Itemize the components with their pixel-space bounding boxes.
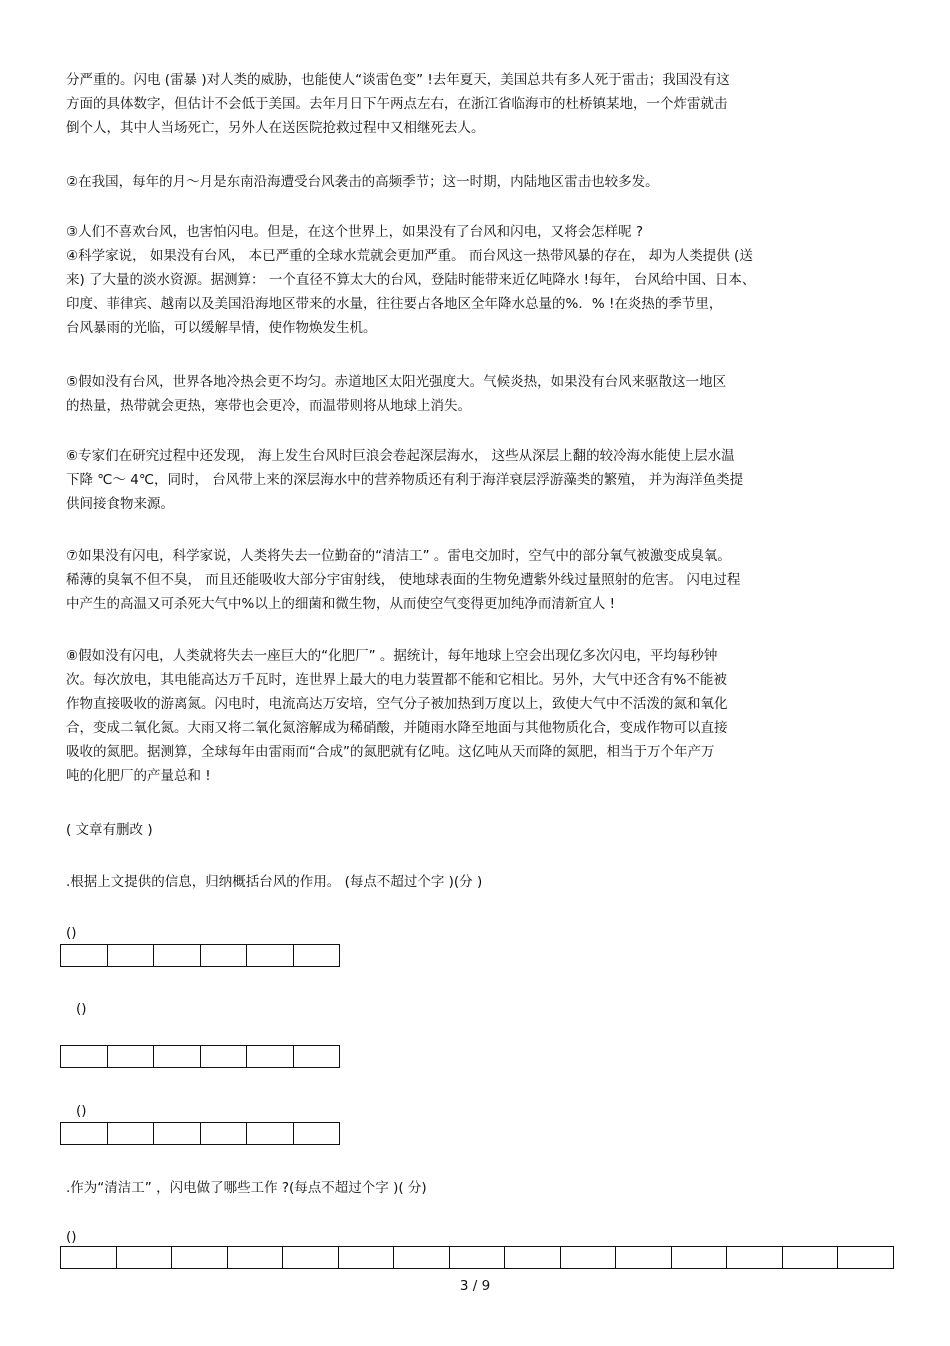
text-line: ③人们不喜欢台风，也害怕闪电。但是，在这个世界上，如果没有了台风和闪电，又将会怎样呢 ? <box>66 224 644 240</box>
answer-cell[interactable] <box>727 1246 783 1269</box>
answer-cell[interactable] <box>172 1246 228 1269</box>
edit-note: ( 文章有删改 ) <box>66 822 153 838</box>
answer-cell[interactable] <box>154 1122 201 1145</box>
text-line: 作物直接吸收的游离氮。闪电时，电流高达万安培，空气分子被加热到万度以上，致使大气中不活泼的氮和氧化 <box>66 696 728 712</box>
text-line: ②在我国，每年的月～月是东南沿海遭受台风袭击的高频季节；这一时期，内陆地区雷击也较多发。 <box>66 174 659 190</box>
answer-cell[interactable] <box>247 1045 294 1068</box>
answer-cell[interactable] <box>61 944 108 967</box>
text-line: 印度、菲律宾、越南以及美国沿海地区带来的水量，往往要占各地区全年降水总量的%．% !在炎热的季节里， <box>66 296 723 312</box>
text-line: 方面的具体数字，但估计不会低于美国。去年月日下午两点左右，在浙江省临海市的杜桥镇某地，一个炸雷就击 <box>66 96 728 112</box>
answer-cell[interactable] <box>616 1246 672 1269</box>
text-line: 来) 了大量的淡水资源。据测算： 一个直径不算太大的台风，登陆时能带来近亿吨降水 !每年， 台风给中国、日本、 <box>66 272 756 288</box>
answer-cell[interactable] <box>108 944 155 967</box>
answer-label: () <box>76 1103 87 1119</box>
answer-cell[interactable] <box>339 1246 395 1269</box>
answer-cell[interactable] <box>294 1122 341 1145</box>
text-line: 倒个人，其中人当场死亡，另外人在送医院抢救过程中又相继死去人。 <box>66 120 485 136</box>
answer-cell[interactable] <box>108 1045 155 1068</box>
answer-cell[interactable] <box>117 1246 173 1269</box>
answer-cell[interactable] <box>247 1122 294 1145</box>
answer-cell[interactable] <box>154 944 201 967</box>
paragraph-1 <box>66 68 896 140</box>
answer-cell[interactable] <box>201 1122 248 1145</box>
text-line: 分严重的。闪电 (雷暴 )对人类的威胁，也能使人“谈雷色变” !去年夏天，美国总共有多人死于雷击；我国没有这 <box>66 72 730 88</box>
paragraph-5 <box>66 370 896 418</box>
answer-cell[interactable] <box>394 1246 450 1269</box>
paragraph-2 <box>66 170 896 194</box>
answer-label: () <box>66 925 77 941</box>
paragraph-3 <box>66 220 896 340</box>
text-line: 次。每次放电，其电能高达万千瓦时，连世界上最大的电力装置都不能和它相比。另外，大气中还含有%不能被 <box>66 672 727 688</box>
answer-cell[interactable] <box>201 944 248 967</box>
answer-cell[interactable] <box>283 1246 339 1269</box>
text-line: ⑦如果没有闪电，科学家说，人类将失去一位勤奋的“清洁工” 。雷电交加时，空气中的部分氧气被激变成臭氧。 <box>66 548 731 564</box>
answer-cell[interactable] <box>108 1122 155 1145</box>
paragraph-8 <box>66 644 896 788</box>
text-line: 吸收的氮肥。据测算，全球每年由雷雨而“合成”的氮肥就有亿吨。这亿吨从天而降的氮肥，相当于万个年产万 <box>66 744 715 760</box>
answer-box-row-1[interactable] <box>60 944 340 967</box>
answer-cell[interactable] <box>505 1246 561 1269</box>
answer-cell[interactable] <box>783 1246 839 1269</box>
text-line: 合，变成二氧化氮。大雨又将二氧化氮溶解成为稀硝酸，并随雨水降至地面与其他物质化合，变成作物可以直接 <box>66 720 728 736</box>
answer-cell[interactable] <box>61 1045 108 1068</box>
answer-box-row-4[interactable] <box>60 1246 894 1269</box>
page-number: 3 / 9 <box>459 1278 491 1294</box>
text-line: 台风暴雨的光临，可以缓解旱情，使作物焕发生机。 <box>66 320 377 336</box>
text-line: ⑧假如没有闪电，人类就将失去一座巨大的“化肥厂” 。据统计，每年地球上空会出现亿多次闪电，平均每秒钟 <box>66 648 718 664</box>
answer-cell[interactable] <box>838 1246 894 1269</box>
text-line: 的热量，热带就会更热，寒带也会更冷，而温带则将从地球上消失。 <box>66 398 471 414</box>
text-line: 中产生的高温又可杀死大气中%以上的细菌和微生物，从而使空气变得更加纯净而清新宜人 ! <box>66 596 616 612</box>
answer-cell[interactable] <box>294 944 341 967</box>
answer-cell[interactable] <box>247 944 294 967</box>
answer-label: () <box>76 1001 87 1017</box>
answer-cell[interactable] <box>672 1246 728 1269</box>
text-line: ⑥专家们在研究过程中还发现， 海上发生台风时巨浪会卷起深层海水， 这些从深层上翻的较冷海水能使上层水温 <box>66 448 735 464</box>
answer-cell[interactable] <box>201 1045 248 1068</box>
answer-cell[interactable] <box>561 1246 617 1269</box>
answer-cell[interactable] <box>228 1246 284 1269</box>
answer-cell[interactable] <box>154 1045 201 1068</box>
text-line: ④科学家说， 如果没有台风， 本已严重的全球水荒就会更加严重。 而台风这一热带风暴的存在， 却为人类提供 (送 <box>66 248 753 264</box>
answer-box-row-3[interactable] <box>60 1122 340 1145</box>
answer-label: () <box>66 1229 77 1245</box>
answer-cell[interactable] <box>450 1246 506 1269</box>
answer-cell[interactable] <box>61 1246 117 1269</box>
answer-cell[interactable] <box>294 1045 341 1068</box>
paragraph-7 <box>66 544 896 616</box>
text-line: 吨的化肥厂的产量总和 ! <box>66 768 211 784</box>
text-line: 供间接食物来源。 <box>66 496 174 512</box>
question-1-prompt: .根据上文提供的信息，归纳概括台风的作用。 (每点不超过个字 )(分 ) <box>66 874 483 890</box>
answer-cell[interactable] <box>61 1122 108 1145</box>
paragraph-6 <box>66 444 896 516</box>
text-line: 稀薄的臭氧不但不臭， 而且还能吸收大部分宇宙射线， 使地球表面的生物免遭紫外线过量照射的危害。 闪电过程 <box>66 572 741 588</box>
text-line: ⑤假如没有台风，世界各地冷热会更不均匀。赤道地区太阳光强度大。气候炎热，如果没有台风来驱散这一地区 <box>66 374 727 390</box>
answer-box-row-2[interactable] <box>60 1045 340 1068</box>
text-line: 下降 ℃～ 4℃，同时， 台风带上来的深层海水中的营养物质还有利于海洋衰层浮游藻类的繁殖， 并为海洋鱼类提 <box>66 472 744 488</box>
question-2-prompt: .作为“清洁工” ，闪电做了哪些工作 ?(每点不超过个字 )( 分) <box>66 1180 427 1196</box>
